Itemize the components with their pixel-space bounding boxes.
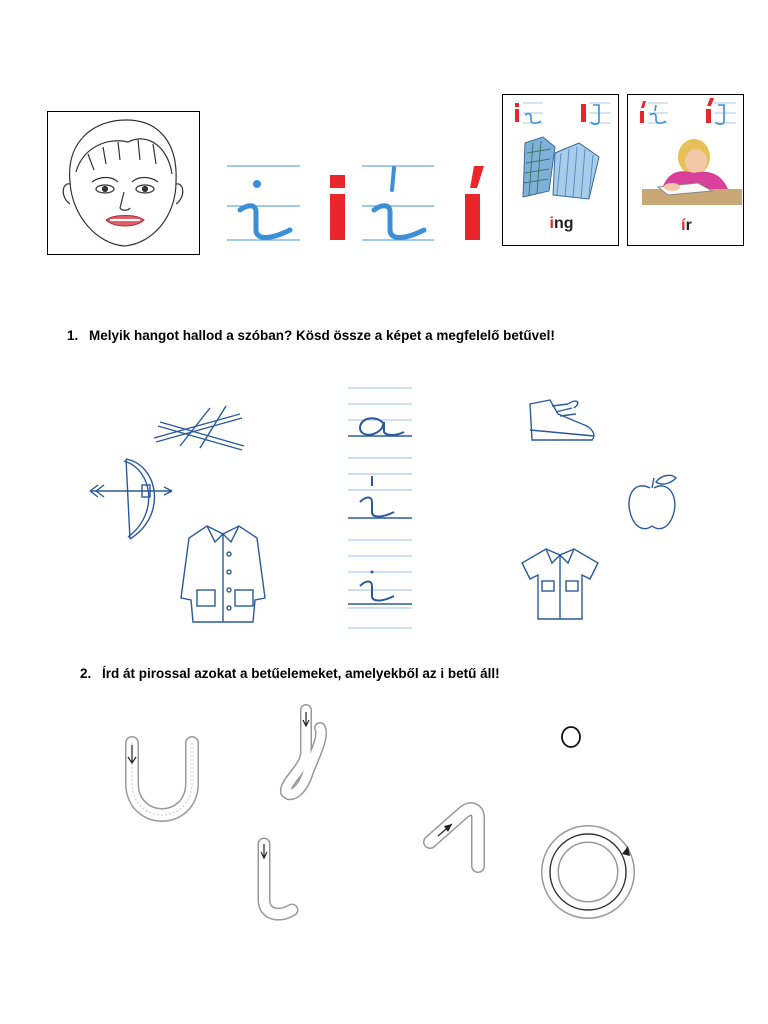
exercise-2-instruction: [80, 666, 500, 681]
u-trace-shape: [118, 733, 208, 823]
word-ing: [503, 215, 620, 233]
word-ing-first-letter: i: [549, 215, 554, 232]
letter-a-cursive: [360, 418, 404, 435]
word-ir-rest: r: [685, 217, 692, 234]
print-i-dot: [330, 175, 345, 188]
shirt-icon: [518, 543, 602, 621]
word-card-ing: [502, 94, 619, 246]
letter-i-cursive-2: [360, 582, 394, 601]
letter-i-dot: [371, 571, 374, 574]
card-letters-i: [503, 95, 620, 135]
letter-i-cursive: [360, 498, 394, 517]
shoe-icon: [524, 396, 598, 446]
cursive-i-accent: [392, 168, 394, 190]
exercise-1-instruction: [67, 328, 555, 343]
girl-writing-icon: [628, 131, 745, 207]
letter-i-showcase: [222, 160, 492, 260]
print-i-accent-stem: [465, 194, 480, 240]
loop-trace-shape: [272, 702, 332, 802]
hook-trace-shape: [252, 834, 302, 924]
exercise-1-text: Melyik hangot hallod a szóban? Kösd össze a képet a megfelelő betűvel!: [89, 328, 555, 343]
exercise-2-text: Írd át pirossal azokat a betűelemeket, amelyekből az i betű áll!: [102, 666, 500, 681]
card-letters-i-accent: [628, 95, 745, 135]
cursive-i-stroke: [240, 206, 290, 238]
word-ir-first-letter: í: [681, 217, 686, 234]
letter-column: [348, 386, 414, 632]
print-i-accent-mark: [470, 166, 484, 188]
face-picture-frame: [47, 111, 200, 255]
bow-and-arrow-icon: [88, 455, 178, 545]
one-trace-shape: [418, 796, 498, 876]
small-o-shape: [559, 724, 583, 750]
cursive-i-dot: [253, 180, 261, 188]
shirts-icon: [503, 133, 620, 203]
child-face-icon: [48, 112, 201, 256]
word-ing-rest: ng: [553, 215, 574, 232]
print-i-stem: [330, 194, 345, 240]
word-card-ir: [627, 94, 744, 246]
o-trace-shape: [540, 824, 636, 920]
skis-icon: [150, 402, 250, 452]
apple-icon: [624, 472, 680, 534]
cursive-i-accent-stroke: [374, 206, 424, 238]
coat-icon: [177, 520, 269, 626]
word-ir: [628, 217, 745, 235]
exercise-2-number: 2.: [80, 666, 92, 681]
exercise-1-number: 1.: [67, 328, 79, 343]
